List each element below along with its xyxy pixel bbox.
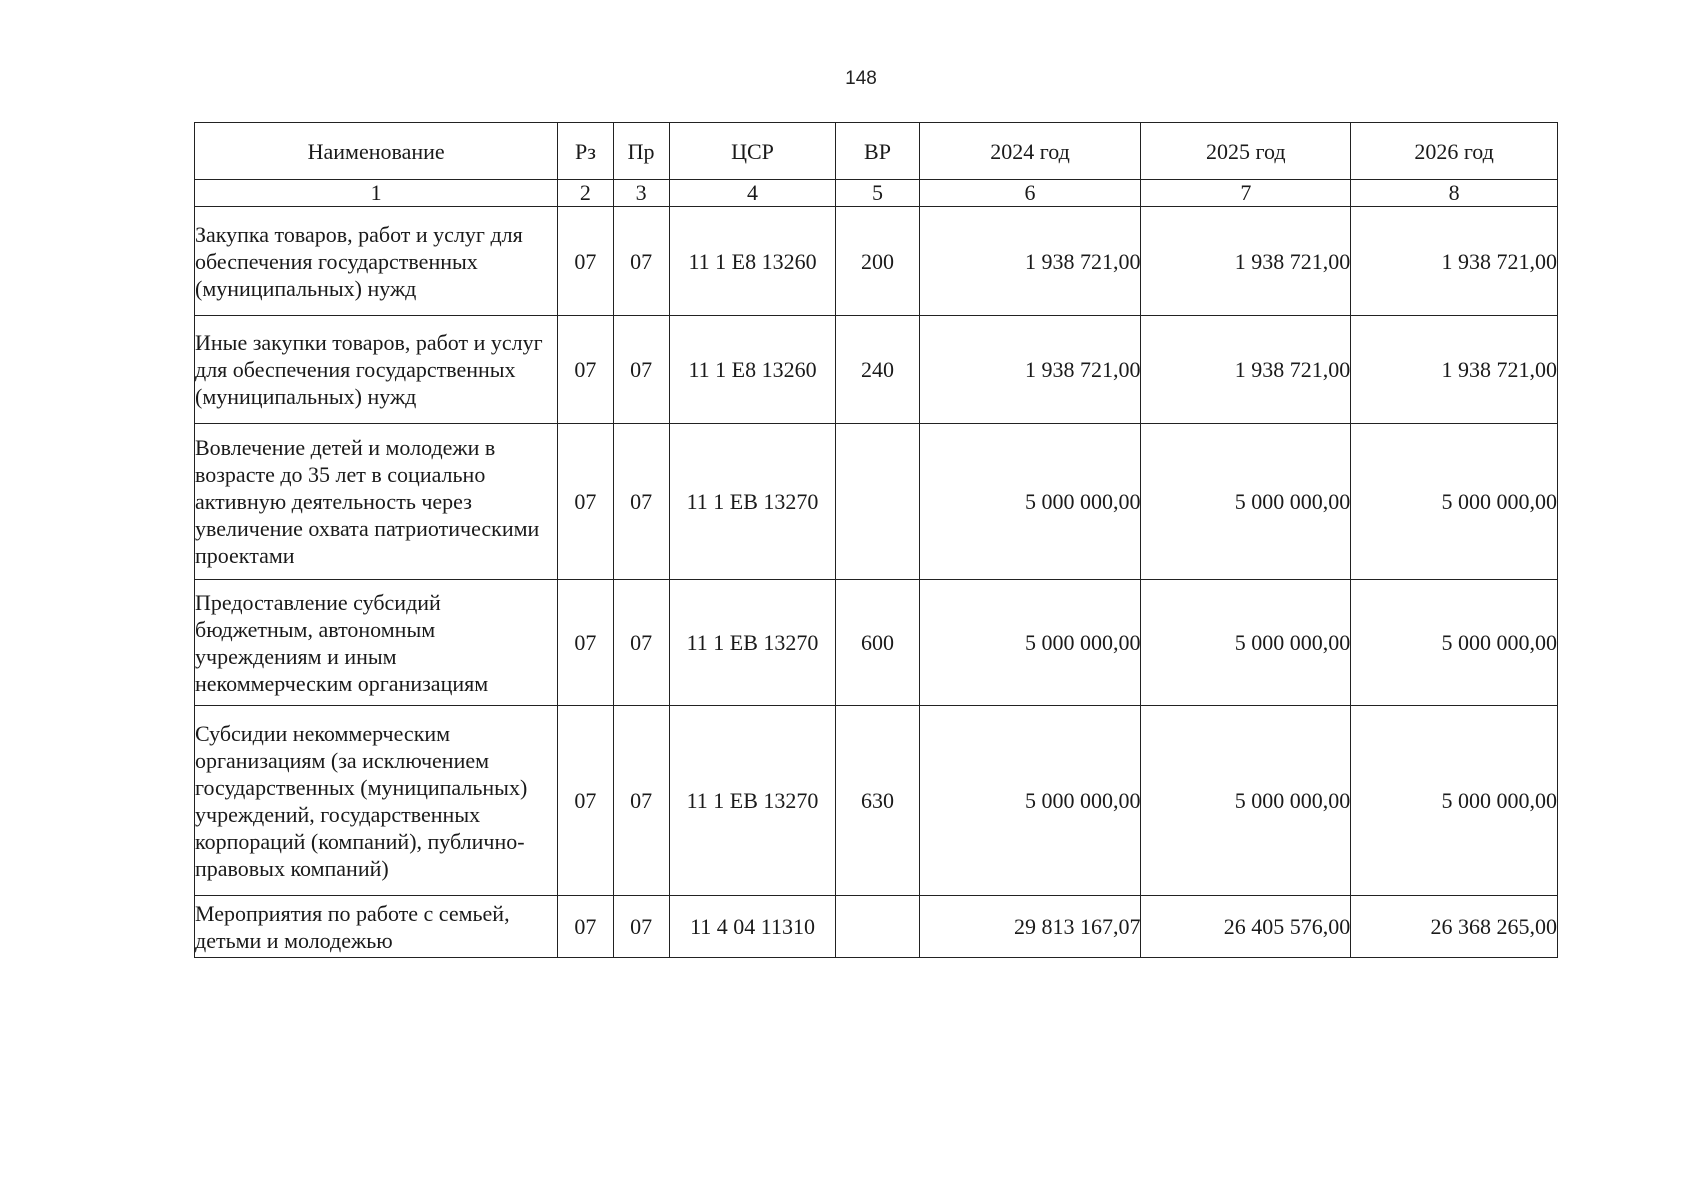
column-number: 7 [1141, 180, 1351, 207]
row-pr: 07 [613, 706, 669, 896]
row-2025: 26 405 576,00 [1141, 896, 1351, 958]
row-vr: 600 [836, 580, 919, 706]
table-row [195, 706, 1558, 896]
row-csr: 11 1 ЕВ 13270 [669, 580, 836, 706]
header-name: Наименование [195, 123, 558, 180]
header-rz: Рз [558, 123, 613, 180]
row-vr [836, 424, 919, 580]
row-name: Вовлечение детей и молодежи в возрасте до 35 лет в социально активную деятельность через увеличение охвата патриотическими проектами [195, 424, 558, 580]
row-rz: 07 [558, 424, 613, 580]
header-pr: Пр [613, 123, 669, 180]
row-2024: 1 938 721,00 [919, 316, 1141, 424]
row-csr: 11 1 Е8 13260 [669, 207, 836, 316]
row-csr: 11 1 ЕВ 13270 [669, 706, 836, 896]
table-row [195, 424, 1558, 580]
row-name: Предоставление субсидий бюджетным, автономным учреждениям и иным некоммерческим организациям [195, 580, 558, 706]
column-number: 2 [558, 180, 613, 207]
table-row [195, 316, 1558, 424]
row-name: Иные закупки товаров, работ и услуг для обеспечения государственных (муниципальных) нужд [195, 316, 558, 424]
row-vr [836, 896, 919, 958]
row-rz: 07 [558, 580, 613, 706]
header-vr: ВР [836, 123, 919, 180]
row-2024: 5 000 000,00 [919, 424, 1141, 580]
column-number: 4 [669, 180, 836, 207]
row-pr: 07 [613, 207, 669, 316]
header-2024: 2024 год [919, 123, 1141, 180]
page-number: 148 [845, 68, 877, 89]
header-2026: 2026 год [1351, 123, 1558, 180]
row-2024: 5 000 000,00 [919, 580, 1141, 706]
row-name: Субсидии некоммерческим организациям (за исключением государственных (муниципальных) учреждений, государственных корпораций (компаний), публично-правовых компаний) [195, 706, 558, 896]
row-vr: 200 [836, 207, 919, 316]
row-rz: 07 [558, 896, 613, 958]
row-2024: 1 938 721,00 [919, 207, 1141, 316]
row-pr: 07 [613, 896, 669, 958]
row-2024: 29 813 167,07 [919, 896, 1141, 958]
row-2025: 5 000 000,00 [1141, 580, 1351, 706]
column-number: 5 [836, 180, 919, 207]
row-2026: 1 938 721,00 [1351, 316, 1558, 424]
row-csr: 11 1 Е8 13260 [669, 316, 836, 424]
row-2026: 5 000 000,00 [1351, 706, 1558, 896]
column-number: 3 [613, 180, 669, 207]
row-2025: 1 938 721,00 [1141, 207, 1351, 316]
row-rz: 07 [558, 706, 613, 896]
column-number: 1 [195, 180, 558, 207]
row-name: Мероприятия по работе с семьей, детьми и молодежью [195, 896, 558, 958]
row-2024: 5 000 000,00 [919, 706, 1141, 896]
row-pr: 07 [613, 316, 669, 424]
row-rz: 07 [558, 207, 613, 316]
column-number: 6 [919, 180, 1141, 207]
row-2025: 5 000 000,00 [1141, 424, 1351, 580]
row-2026: 1 938 721,00 [1351, 207, 1558, 316]
budget-table [194, 122, 1558, 958]
row-2026: 5 000 000,00 [1351, 424, 1558, 580]
row-2026: 26 368 265,00 [1351, 896, 1558, 958]
table-header-row [195, 123, 1558, 180]
column-number: 8 [1351, 180, 1558, 207]
table-row [195, 896, 1558, 958]
row-2025: 1 938 721,00 [1141, 316, 1351, 424]
row-2026: 5 000 000,00 [1351, 580, 1558, 706]
row-vr: 630 [836, 706, 919, 896]
row-name: Закупка товаров, работ и услуг для обеспечения государственных (муниципальных) нужд [195, 207, 558, 316]
table-row [195, 207, 1558, 316]
row-rz: 07 [558, 316, 613, 424]
row-vr: 240 [836, 316, 919, 424]
header-csr: ЦСР [669, 123, 836, 180]
row-csr: 11 4 04 11310 [669, 896, 836, 958]
row-2025: 5 000 000,00 [1141, 706, 1351, 896]
row-pr: 07 [613, 580, 669, 706]
table-row [195, 580, 1558, 706]
row-pr: 07 [613, 424, 669, 580]
header-2025: 2025 год [1141, 123, 1351, 180]
column-number-row [195, 180, 1558, 207]
row-csr: 11 1 ЕВ 13270 [669, 424, 836, 580]
